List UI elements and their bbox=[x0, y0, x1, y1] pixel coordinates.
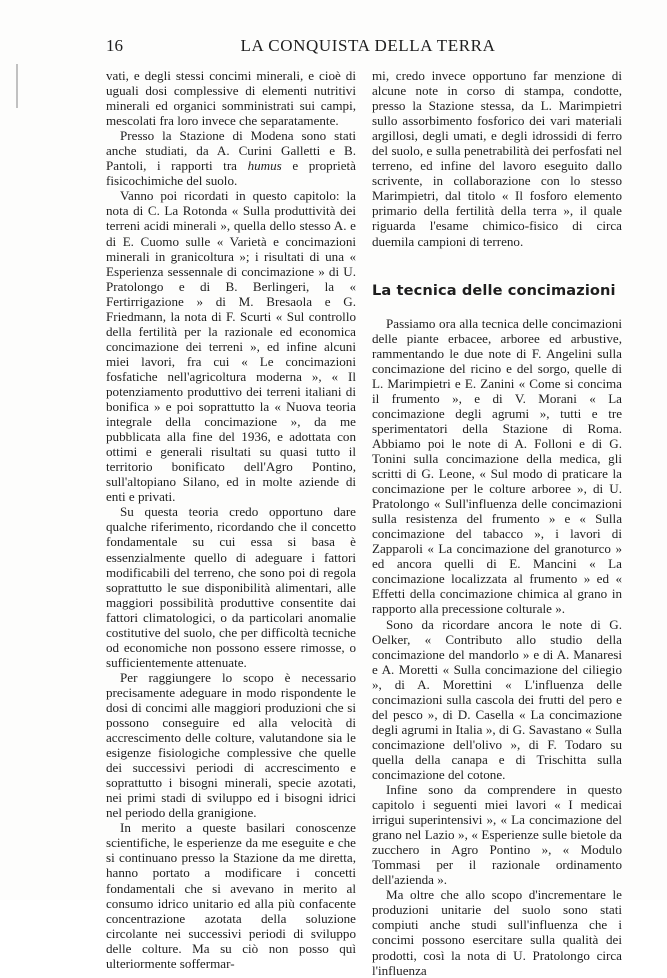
paragraph-text: Presso la Stazione di Modena sono stati anche studiati, da A. Curini Galletti e B. Pantoli, i rapporti tra bbox=[106, 128, 356, 174]
left-column bbox=[106, 68, 356, 971]
section-heading: La tecnica delle concimazioni bbox=[372, 281, 616, 299]
paragraph: Su questa teoria credo opportuno dare qualche riferimento, ricordando che il concetto fondamentale su cui essa si basa è essenzialmente quello di adeguare i fattori modificabili del terreno, che sono poi di regola soprattutto le sue disponibilità alimentari, alle maggiori possibilità produttive consentite dai fattori climatologici, o da particolari anomalie costitutive del suolo, che per difficoltà tecniche od economiche non possono essere rimosse, o sufficientemente attenuate. bbox=[106, 504, 356, 670]
paragraph: vati, e degli stessi concimi minerali, e cioè di uguali dosi complessive di elementi nutritivi minerali ed organici somministrati sui campi, mescolati fra loro invece che separatamente. bbox=[106, 68, 356, 129]
paragraph-text: e proprietà fisicochimiche del suolo. bbox=[106, 158, 356, 189]
paragraph: Sono da ricordare ancora le note di G. Oelker, « Contributo allo studio della concimazione del mandorlo » e di A. Manaresi e A. Moretti « Sulla concimazione del ciliegio », di A. Morettini « L'influenza delle concimazioni sulla cascola dei frutti del pero e del pesco », di D. Casella « La concimazione degli agrumi in Italia », di G. Savastano « Sulla concimazione dell'olivo », di F. Todaro su quella della canapa e di Trischitta sulla concimazione del cotone. bbox=[372, 616, 622, 782]
italic-term: humus bbox=[247, 158, 282, 174]
page-header bbox=[106, 36, 610, 60]
page-number: 16 bbox=[106, 36, 123, 55]
paragraph: Per raggiungere lo scopo è necessario precisamente adeguare in modo rispondente le dosi di concimi alle maggiori produzioni che si possono conseguire ed alla velocità di accrescimento delle colture, valutandone sia le esigenze fisiologiche complessive che quelle dei successivi periodi di accrescimento e soprattutto i bisogni minerali, specie azotati, nei primi stadi di sviluppo ed i bisogni idrici nel periodo della granigione. bbox=[106, 669, 356, 821]
paragraph: Passiamo ora alla tecnica delle concimazioni delle piante erbacee, arboree ed arbustive, rammentando le due note di F. Angelini sulla concimazione del ricino e del sorgo, quelle di L. Marimpietri e E. Zanini « Come si concima il frumento », e di V. Morani « La concimazione degli agrumi », tutti e tre sperimentatori della Stazione di Roma. Abbiamo poi le note di A. Folloni e di G. Tonini sulla concimazione della medica, gli scritti di G. Leone, « Sul modo di praticare la concimazione per le colture arboree », di U. Pratolongo « Sull'influenza delle concimazioni sulla resistenza del frumento » e « Sulla concimazione del tabacco », i lavori di Zapparoli « La concimazione del granoturco » ed ancora quelli di E. Mancini « La concimazione localizzata al frumento » ed « Effetti della concimazione chimica al grano in rapporto alla precessione colturale ». bbox=[372, 315, 622, 617]
right-column bbox=[372, 68, 622, 978]
paragraph: Infine sono da comprendere in questo capitolo i seguenti miei lavori « I medicai irrigui superintensivi », « La concimazione del grano nel Lazio », « Esperienze sulle bietole da zucchero in Agro Pontino », « Modulo Tommasi per il razionale ordinamento dell'azienda ». bbox=[372, 782, 622, 888]
running-title: LA CONQUISTA DELLA TERRA bbox=[240, 36, 496, 55]
paragraph: Vanno poi ricordati in questo capitolo: la nota di C. La Rotonda « Sulla produttività dei terreni acidi minerali », quella dello stesso A. e di E. Cuomo sulle « Varietà e concimazioni minerali in granicoltura »; i risultati di una « Esperienza sessennale di concimazione » di U. Pratolongo e di B. Berlingeri, la « Fertirrigazione » di M. Bresaola e G. Friedmann, la nota di F. Scurti « Sul controllo della fertilità per la razionale ed economica concimazione dei terreni », ed infine alcuni miei lavori, fra cui « Le concimazioni fosfatiche nell'agricoltura moderna », « Il potenziamento produttivo dei terreni italiani di bonifica » e poi soprattutto la « Nuova teoria integrale della concimazione », da me pubblicata alla fine del 1936, e adottata con ottimi e generali risultati su quasi tutto il territorio bonificato dell'Agro Pontino, sull'altopiano Silano, ed in molte aziende di enti e privati. bbox=[106, 188, 356, 505]
paragraph bbox=[106, 128, 356, 188]
margin-scan-mark bbox=[16, 64, 18, 108]
paragraph: In merito a queste basilari conoscenze scientifiche, le esperienze da me eseguite e che si continuano presso la Stazione da me diretta, hanno portato a modificare i concetti fondamentali che si avevano in merito al consumo idrico unitario ed alla più confacente concentrazione azotata della soluzione circolante nei successivi periodi di sviluppo delle colture. Ma su ciò non posso quì ulteriormente soffermar- bbox=[106, 820, 356, 971]
paragraph: Ma oltre che allo scopo d'incrementare le produzioni unitarie del suolo sono stati compiuti anche studi sull'influenza che i concimi possono esercitare sulla qualità dei prodotti, così la nota di U. Pratolongo circa l'influenza bbox=[372, 887, 622, 978]
paragraph: mi, credo invece opportuno far menzione di alcune note in corso di stampa, condotte, presso la Stazione stessa, da L. Marimpietri sullo assorbimento fosforico dei vari materiali argillosi, degli umati, e degli idrossidi di ferro del suolo, e sulla penetrabilità dei perfosfati nel terreno, ed infine del lavoro eseguito dallo scrivente, in collaborazione con lo stesso Marimpietri, dal titolo « Il fosforo elemento primario della fertilità della terra », il quale riguarda l'esame chimico-fisico di circa duemila campioni di terreno. bbox=[372, 68, 622, 249]
